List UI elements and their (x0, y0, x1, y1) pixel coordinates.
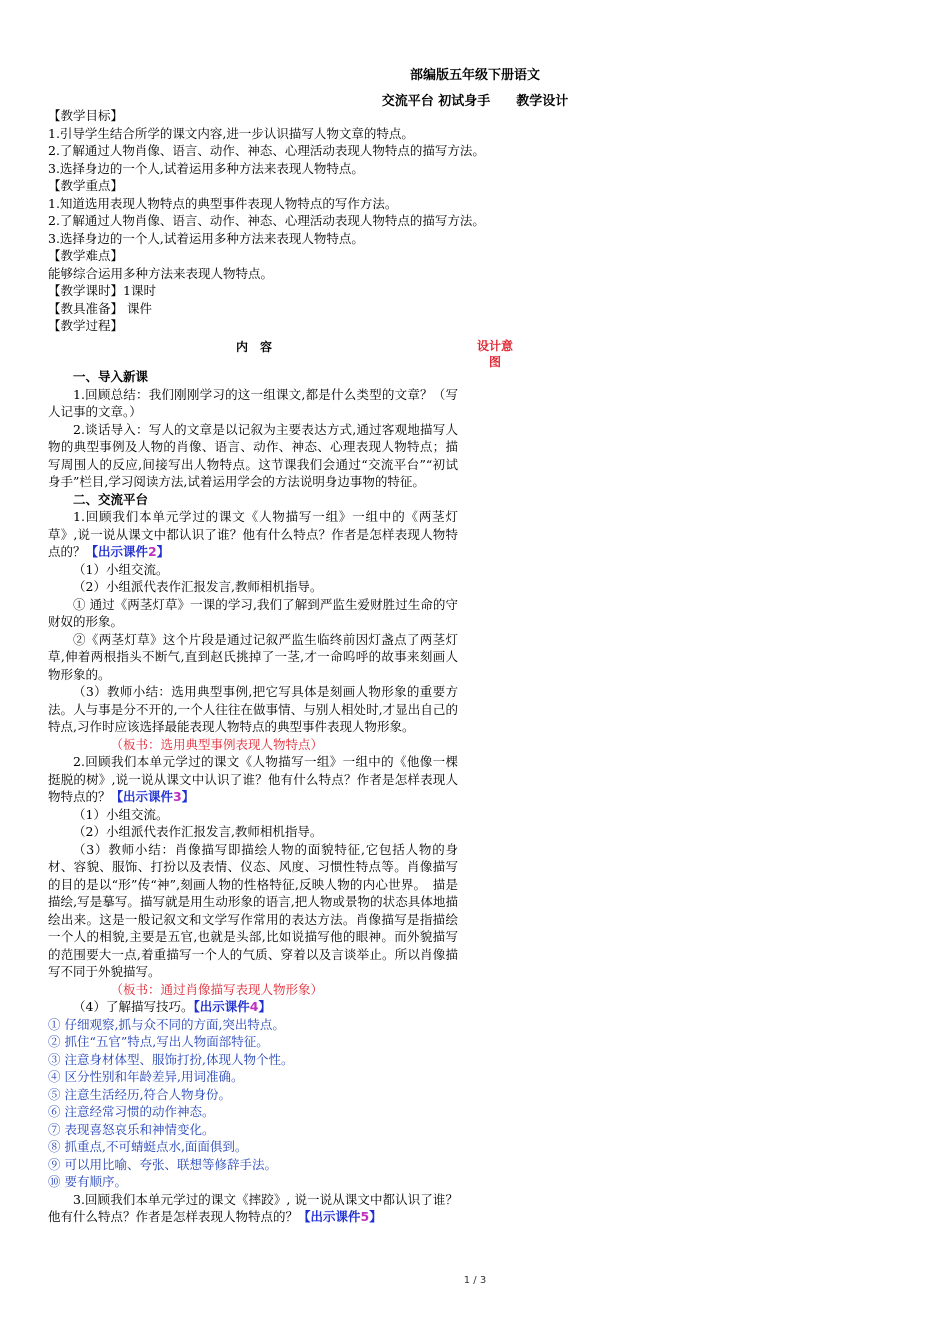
courseware-tag: 【出示课件2】 (85, 544, 170, 559)
technique-item: ① 仔细观察,抓与众不同的方面,突出特点。 (48, 1016, 285, 1032)
paragraph-text: （4）了解描写技巧。 (73, 999, 194, 1014)
overview-line: 2.了解通过人物肖像、语言、动作、神态、心理活动表现人物特点的描写方法。 (48, 213, 485, 228)
overview-line: 【教学过程】 (48, 318, 124, 333)
paragraph: （1）小组交流。 (73, 806, 169, 822)
blackboard-note: （板书：通过肖像描写表现人物形象） (110, 981, 324, 997)
document-title: 部编版五年级下册语文 (409, 68, 540, 83)
lesson-overview (48, 107, 528, 335)
section-heading: 二、交流平台 (73, 491, 149, 507)
paragraph: ① 通过《两茎灯草》一课的学习,我们了解到严监生爱财胜过生命的守财奴的形象。 (48, 596, 458, 629)
section-heading: 一、导入新课 (73, 369, 149, 384)
paragraph: （1）小组交流。 (73, 561, 169, 577)
overview-line: 能够综合运用多种方法来表现人物特点。 (48, 265, 274, 281)
document-subtitle: 交流平台 初试身手 教学设计 (381, 94, 569, 109)
paragraph (48, 998, 458, 1016)
paragraph: （2）小组派代表作汇报发言,教师相机指导。 (73, 824, 323, 839)
design-intent-column-header: 设计意图 (476, 339, 513, 369)
technique-item: ⑩ 要有顺序。 (48, 1174, 127, 1189)
paragraph (48, 1191, 458, 1226)
overview-line: 3.选择身边的一个人,试着运用多种方法来表现人物特点。 (48, 230, 364, 246)
paragraph: 1.回顾总结：我们刚刚学习的这一组课文,都是什么类型的文章？（写人记事的文章。） (48, 386, 458, 419)
overview-line: 3.选择身边的一个人,试着运用多种方法来表现人物特点。 (48, 160, 364, 176)
courseware-tag: 【出示课件5】 (298, 1209, 382, 1224)
paragraph: （3）教师小结：选用典型事例,把它写具体是刻画人物形象的重要方法。人与事是分不开的,一个人往往在做事情、与别人相处时,才显出自己的特点,习作时应该选择最能表现人物特点的典型事件表现人物形象。 (48, 684, 458, 734)
paragraph: （2）小组派代表作汇报发言,教师相机指导。 (73, 579, 323, 594)
overview-line: 2.了解通过人物肖像、语言、动作、神态、心理活动表现人物特点的描写方法。 (48, 143, 485, 158)
teaching-process-content (48, 368, 458, 1226)
overview-line: 【教学目标】 (48, 108, 124, 123)
paragraph: （3）教师小结：肖像描写即描绘人物的面貌特征,它包括人物的身材、容貌、服饰、打扮以及表情、仪态、风度、习惯性特点等。肖像描写的目的是以“形”传“神”,刻画人物的性格特征,反映人物的内心世界。 描是描绘,写是摹写。描写就是用生动形象的语言,把人物或景物的状态具体地描绘出来。这是一般记叙文和文学写作常用的表达方法。肖像描写是指描绘一个人的相貌,主要是五官,也就是头部,比如说描写他的眼神。而外貌描写的范围要大一点,着重描写一个人的气质、穿着以及言谈举止。所以肖像描写不同于外貌描写。 (48, 841, 458, 979)
courseware-tag: 【出示课件4】 (193, 999, 271, 1014)
technique-item: ⑤ 注意生活经历,符合人物身份。 (48, 1086, 231, 1102)
paragraph-text: 3.回顾我们本单元学过的课文《摔跤》, 说一说从课文中都认识了谁？他有什么特点？作者是怎样表现人物特点的？ (48, 1191, 458, 1224)
technique-item: ② 抓住“五官”特点,写出人物面部特征。 (48, 1034, 269, 1049)
overview-line: 【教学重点】 (48, 178, 124, 193)
overview-line: 1.知道选用表现人物特点的典型事件表现人物特点的写作方法。 (48, 195, 398, 211)
paragraph (48, 508, 458, 561)
paragraph-text: 1.回顾我们本单元学过的课文《人物描写一组》一组中的《两茎灯草》,说一说从课文中都认识了谁？他有什么特点？作者是怎样表现人物特点的？ (48, 509, 458, 559)
technique-item: ⑥ 注意经常习惯的动作神态。 (48, 1104, 215, 1119)
paragraph: 2.谈话导入：写人的文章是以记叙为主要表达方式,通过客观地描写人物的典型事例及人物的肖像、语言、动作、神态、心理表现人物特点；描写周围人的反应,间接写出人物特点。这节课我们会通过“交流平台”“初试身手”栏目,学习阅读方法,试着运用学会的方法说明身边事物的特征。 (48, 421, 458, 489)
overview-line: 【教学难点】 (48, 248, 124, 263)
technique-item: ⑨ 可以用比喻、夸张、联想等修辞手法。 (48, 1156, 277, 1172)
paragraph (48, 753, 458, 806)
technique-item: ④ 区分性别和年龄差异,用词准确。 (48, 1069, 244, 1084)
technique-item: ⑧ 抓重点,不可蜻蜓点水,面面俱到。 (48, 1139, 248, 1154)
overview-line: 【教具准备】 课件 (48, 300, 152, 316)
blackboard-note: （板书：选用典型事例表现人物特点） (110, 736, 324, 752)
technique-item: ⑦ 表现喜怒哀乐和神情变化。 (48, 1121, 215, 1137)
paragraph: ②《两茎灯草》这个片段是通过记叙严监生临终前因灯盏点了两茎灯草,伸着两根指头不断气,直到赵氏挑掉了一茎,才一命呜呼的故事来刻画人物形象的。 (48, 631, 458, 682)
technique-item: ③ 注意身材体型、服饰打扮,体现人物个性。 (48, 1051, 294, 1067)
paragraph-text: 2.回顾我们本单元学过的课文《人物描写一组》一组中的《他像一棵挺脱的树》,说一说从课文中认识了谁？他有什么特点？作者是怎样表现人物特点的？ (48, 754, 458, 804)
content-column-header: 内 容 (236, 340, 273, 354)
overview-line: 【教学课时】1课时 (48, 283, 156, 298)
courseware-tag: 【出示课件3】 (110, 789, 195, 804)
page-number: 1 / 3 (463, 1275, 487, 1286)
overview-line: 1.引导学生结合所学的课文内容,进一步认识描写人物文章的特点。 (48, 125, 414, 141)
